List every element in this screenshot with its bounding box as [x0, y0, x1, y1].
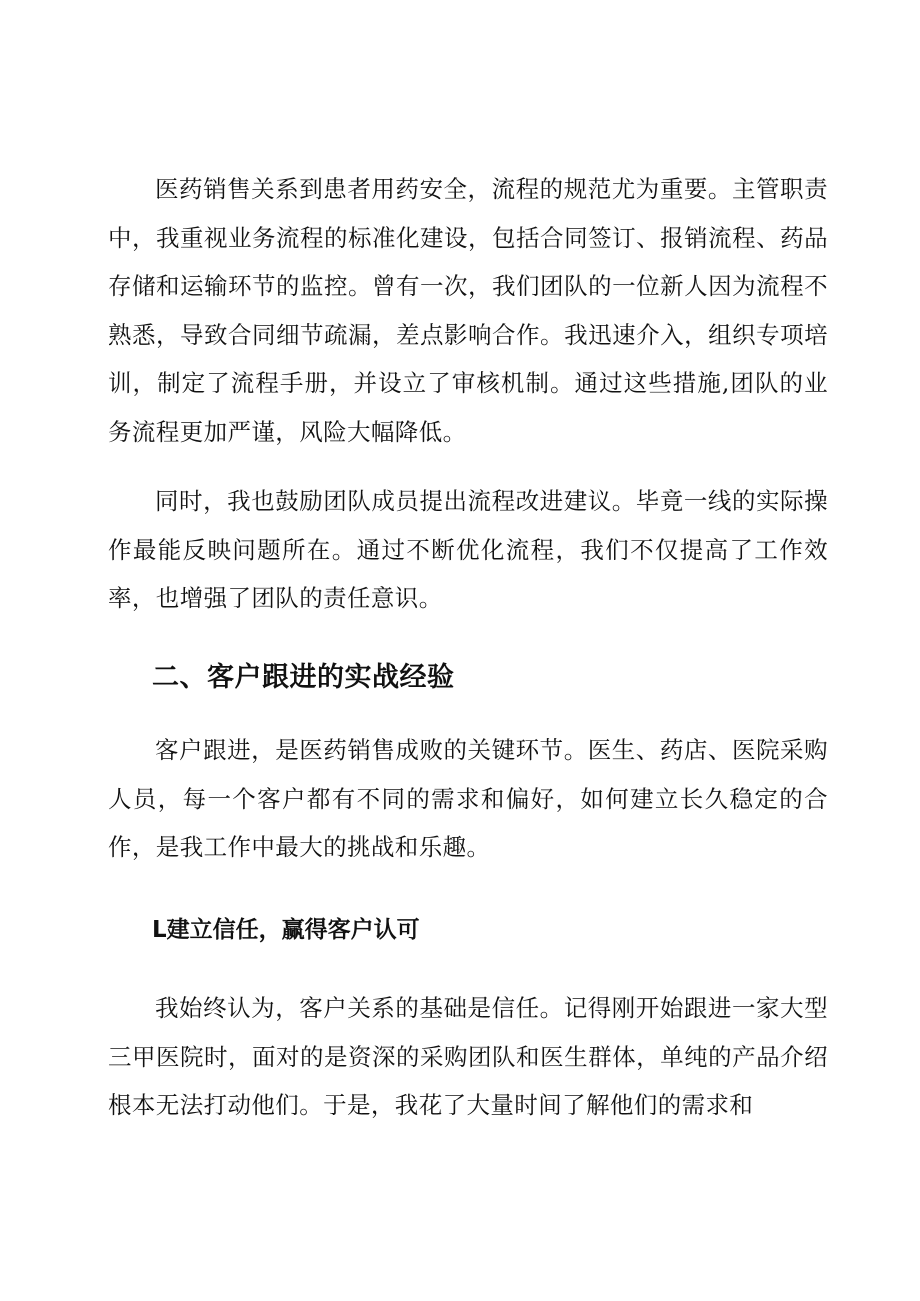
paragraph-process-standardization: 医药销售关系到患者用药安全，流程的规范尤为重要。主管职责中，我重视业务流程的标准化建设，包括合同签订、报销流程、药品存储和运输环节的监控。曾有一次，我们团队的一位新人因为流程不熟悉，导致合同细节疏漏，差点影响合作。我迅速介入，组织专项培训，制定了流程手册，并设立了审核机制。通过这些措施,团队的业务流程更加严谨，风险大幅降低。	[108, 175, 828, 446]
paragraph-customer-followup: 客户跟进，是医药销售成败的关键环节。医生、药店、医院采购人员，每一个客户都有不同的需求和偏好，如何建立长久稳定的合作，是我工作中最大的挑战和乐趣。	[108, 736, 828, 861]
section-heading: 二、客户跟进的实战经验	[152, 662, 455, 693]
subsection-heading: L建立信任，赢得客户认可	[152, 917, 420, 943]
paragraph-process-improvement: 同时，我也鼓励团队成员提出流程改进建议。毕竟一线的实际操作最能反映问题所在。通过不断优化流程，我们不仅提高了工作效率，也增强了团队的责任意识。	[108, 487, 828, 612]
paragraph-build-trust: 我始终认为，客户关系的基础是信任。记得刚开始跟进一家大型三甲医院时，面对的是资深的采购团队和医生群体，单纯的产品介绍根本无法打动他们。于是，我花了大量时间了解他们的需求和	[108, 994, 828, 1119]
